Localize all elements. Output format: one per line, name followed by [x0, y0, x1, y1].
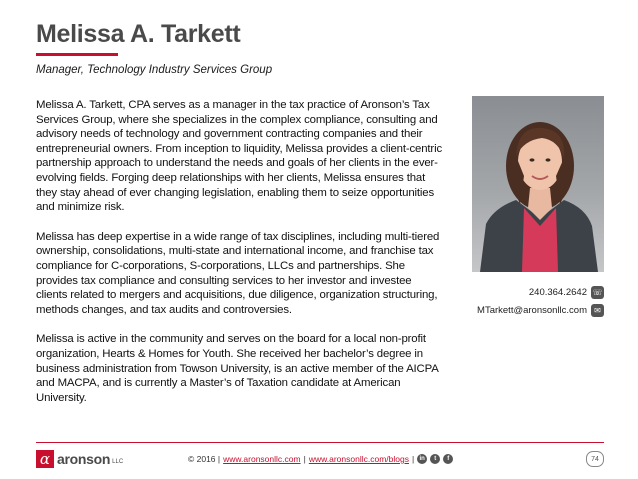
- blog-link[interactable]: www.aronsonllc.com/blogs: [308, 454, 409, 464]
- footer-separator: |: [303, 454, 306, 464]
- alpha-logo-icon: α: [36, 450, 54, 468]
- bio-paragraph-2: Melissa has deep expertise in a wide range of tax disciplines, including multi-tiered ownership, consolidations, multi-state and international income, and franchise tax compliance for C-corporations, S-corporations, LLCs and partnerships. She provides tax compliance and consulting services to her investor and investee clients related to mergers and acquisitions, due diligence, organization structuring, methods changes, and tax audits and controversies.: [36, 230, 440, 316]
- website-link[interactable]: www.aronsonllc.com: [223, 454, 301, 464]
- twitter-icon[interactable]: t: [430, 454, 440, 464]
- linkedin-icon[interactable]: in: [417, 454, 427, 464]
- footer-divider: [36, 442, 604, 443]
- page-number: 74: [586, 451, 604, 467]
- logo-suffix: LLC: [112, 459, 124, 465]
- email-contact[interactable]: [477, 304, 604, 317]
- phone-contact[interactable]: [529, 286, 604, 299]
- title-underline: [36, 53, 118, 56]
- copyright-text: © 2016 |: [188, 454, 221, 464]
- footer-links: [188, 454, 453, 464]
- bio-text: [36, 98, 444, 420]
- footer-separator: |: [411, 454, 415, 464]
- page-title: Melissa A. Tarkett: [36, 20, 241, 48]
- headshot-photo: [472, 96, 604, 272]
- bio-paragraph-3: Melissa is active in the community and serves on the board for a local non-profit organization, Hearts & Homes for Youth. She received her bachelor’s degree in business administration from Towson University, is an active member of the AICPA and MACPA, and is currently a Master’s of Taxation candidate at American University.: [36, 333, 439, 404]
- envelope-icon: ✉: [591, 304, 604, 317]
- logo-wordmark: aronson: [57, 451, 111, 467]
- job-title: Manager, Technology Industry Services Group: [36, 64, 273, 76]
- facebook-icon[interactable]: f: [443, 454, 453, 464]
- email-address[interactable]: MTarkett@aronsonllc.com: [477, 305, 587, 316]
- aronson-logo: [36, 449, 123, 469]
- phone-number[interactable]: 240.364.2642: [528, 287, 587, 298]
- bio-paragraph-1: Melissa A. Tarkett, CPA serves as a manager in the tax practice of Aronson’s Tax Services Group, where she specializes in the complex compliance, consulting and advisory needs of technology and government contracting companies and their entrepreneurial owners. From inception to liquidity, Melissa provides a client-centric partnership approach to understand the needs and goals of her clients in the ever-evolving fields. Forging deep relationships with her clients, Melissa ensures that they stay ahead of ever changing legislation, enabling them to seize opportunities and minimize risk.: [36, 99, 442, 214]
- phone-icon: ☏: [592, 288, 603, 297]
